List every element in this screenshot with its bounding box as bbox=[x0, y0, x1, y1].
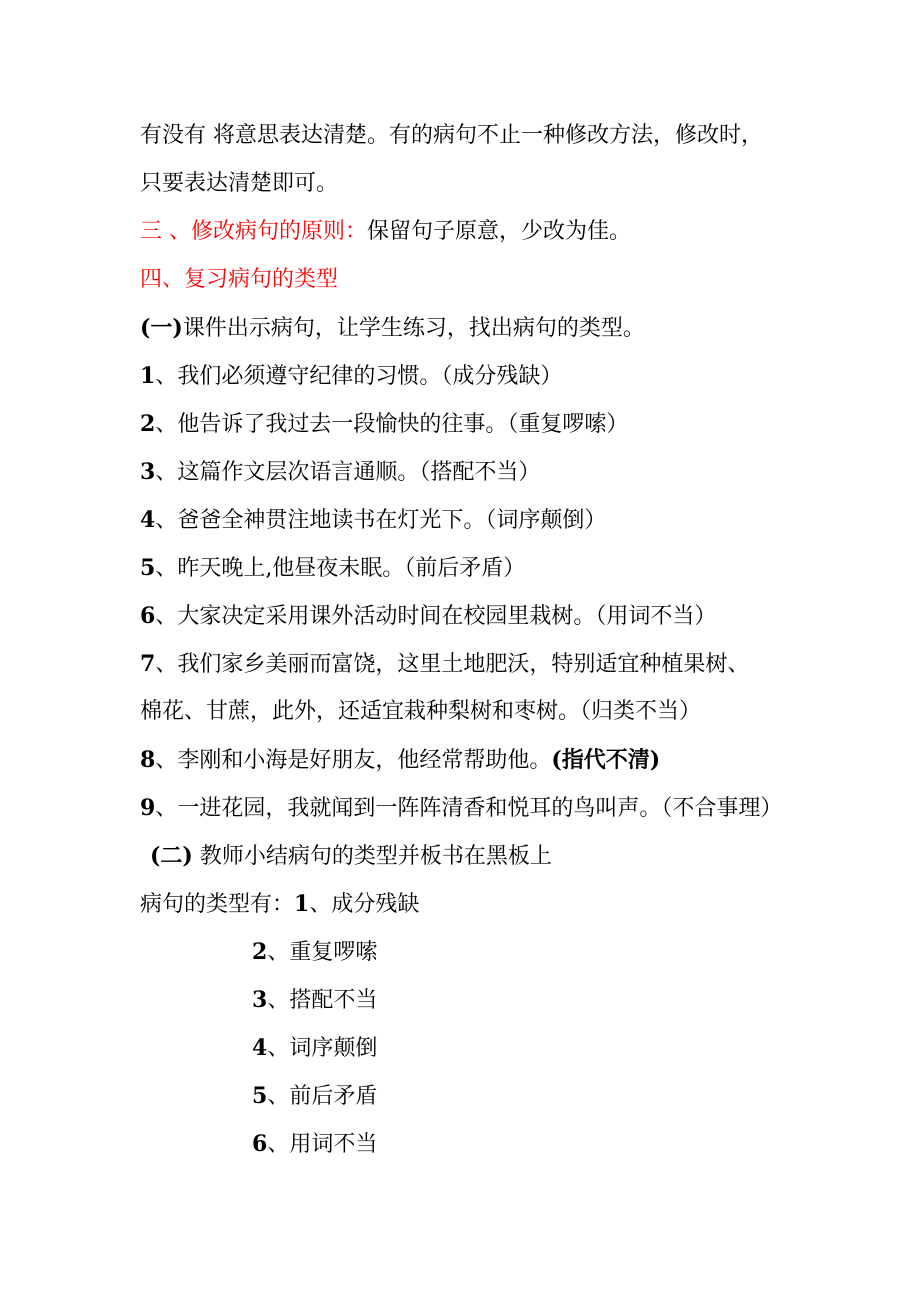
section-3-line bbox=[140, 217, 631, 247]
exercise-item-8 bbox=[140, 745, 660, 775]
intro-line-2: 只要表达清楚即可。 bbox=[140, 171, 339, 196]
exercise-item-1 bbox=[140, 361, 562, 391]
part-1-marker: (一) bbox=[140, 315, 183, 341]
exercise-item-3 bbox=[140, 457, 540, 487]
part-1-title: 课件出示病句，让学生练习，找出病句的类型。 bbox=[182, 316, 645, 341]
summary-lead: 病句的类型有： bbox=[140, 892, 295, 917]
exercise-number: 5 bbox=[140, 555, 156, 581]
summary-number: 4 bbox=[252, 1035, 268, 1061]
exercise-text: 、这篇作文层次语言通顺。（搭配不当） bbox=[155, 460, 541, 485]
part-2-marker: (二) bbox=[150, 843, 193, 869]
exercise-text: 、我们家乡美丽而富饶，这里土地肥沃，特别适宜种植果树、 bbox=[155, 652, 750, 677]
section-4-heading: 四、复习病句的类型 bbox=[140, 267, 339, 292]
exercise-item-4 bbox=[140, 505, 606, 535]
exercise-item-7-continued bbox=[140, 697, 701, 727]
summary-number: 5 bbox=[252, 1083, 268, 1109]
part-2-heading bbox=[150, 841, 552, 871]
summary-item-2 bbox=[252, 937, 377, 967]
exercise-text: 、李刚和小海是好朋友，他经常帮助他。 bbox=[155, 748, 552, 773]
intro-line-1: 有没有 将意思表达清楚。有的病句不止一种修改方法，修改时， bbox=[140, 123, 763, 148]
exercise-number: 4 bbox=[140, 507, 156, 533]
exercise-number: 3 bbox=[140, 459, 156, 485]
summary-item-3 bbox=[252, 985, 377, 1015]
exercise-number: 8 bbox=[140, 747, 156, 773]
summary-number: 3 bbox=[252, 987, 268, 1013]
exercise-answer: (指代不清) bbox=[551, 747, 661, 773]
exercise-item-5 bbox=[140, 553, 525, 583]
summary-text: 、用词不当 bbox=[267, 1132, 378, 1157]
summary-text: 、成分残缺 bbox=[309, 892, 420, 917]
exercise-number: 6 bbox=[140, 603, 156, 629]
exercise-item-2 bbox=[140, 409, 628, 439]
exercise-number: 7 bbox=[140, 651, 156, 677]
summary-text: 、词序颠倒 bbox=[267, 1036, 378, 1061]
summary-item-6 bbox=[252, 1129, 377, 1159]
summary-number: 1 bbox=[294, 891, 310, 917]
exercise-number: 1 bbox=[140, 363, 156, 389]
summary-lead-line bbox=[140, 889, 419, 919]
part-2-title: 教师小结病句的类型并板书在黑板上 bbox=[199, 844, 552, 869]
exercise-number: 9 bbox=[140, 795, 156, 821]
summary-number: 6 bbox=[252, 1131, 268, 1157]
summary-text: 、搭配不当 bbox=[267, 988, 378, 1013]
exercise-text: 、大家决定采用课外活动时间在校园里栽树。（用词不当） bbox=[155, 604, 717, 629]
exercise-text: 、他告诉了我过去一段愉快的往事。（重复啰嗦） bbox=[155, 412, 629, 437]
exercise-number: 2 bbox=[140, 411, 156, 437]
exercise-text: 、昨天晚上,他昼夜未眠。（前后矛盾） bbox=[155, 556, 526, 581]
summary-text: 、前后矛盾 bbox=[267, 1084, 378, 1109]
summary-item-4 bbox=[252, 1033, 377, 1063]
section-3-heading: 三 、修改病句的原则： bbox=[140, 219, 367, 244]
exercise-text: 、爸爸全神贯注地读书在灯光下。（词序颠倒） bbox=[155, 508, 607, 533]
part-1-heading bbox=[140, 313, 645, 343]
exercise-text: 、一进花园，我就闻到一阵阵清香和悦耳的鸟叫声。（不合事理） bbox=[155, 796, 783, 821]
summary-number: 2 bbox=[252, 939, 268, 965]
exercise-item-6 bbox=[140, 601, 716, 631]
exercise-item-7 bbox=[140, 649, 749, 679]
exercise-text: 、我们必须遵守纪律的习惯。（成分残缺） bbox=[155, 364, 563, 389]
summary-text: 、重复啰嗦 bbox=[267, 940, 378, 965]
section-3-text: 保留句子原意，少改为佳。 bbox=[367, 219, 632, 244]
summary-item-5 bbox=[252, 1081, 377, 1111]
exercise-text: 棉花、甘蔗，此外，还适宜栽种梨树和枣树。（归类不当） bbox=[140, 699, 702, 724]
exercise-item-9 bbox=[140, 793, 782, 823]
